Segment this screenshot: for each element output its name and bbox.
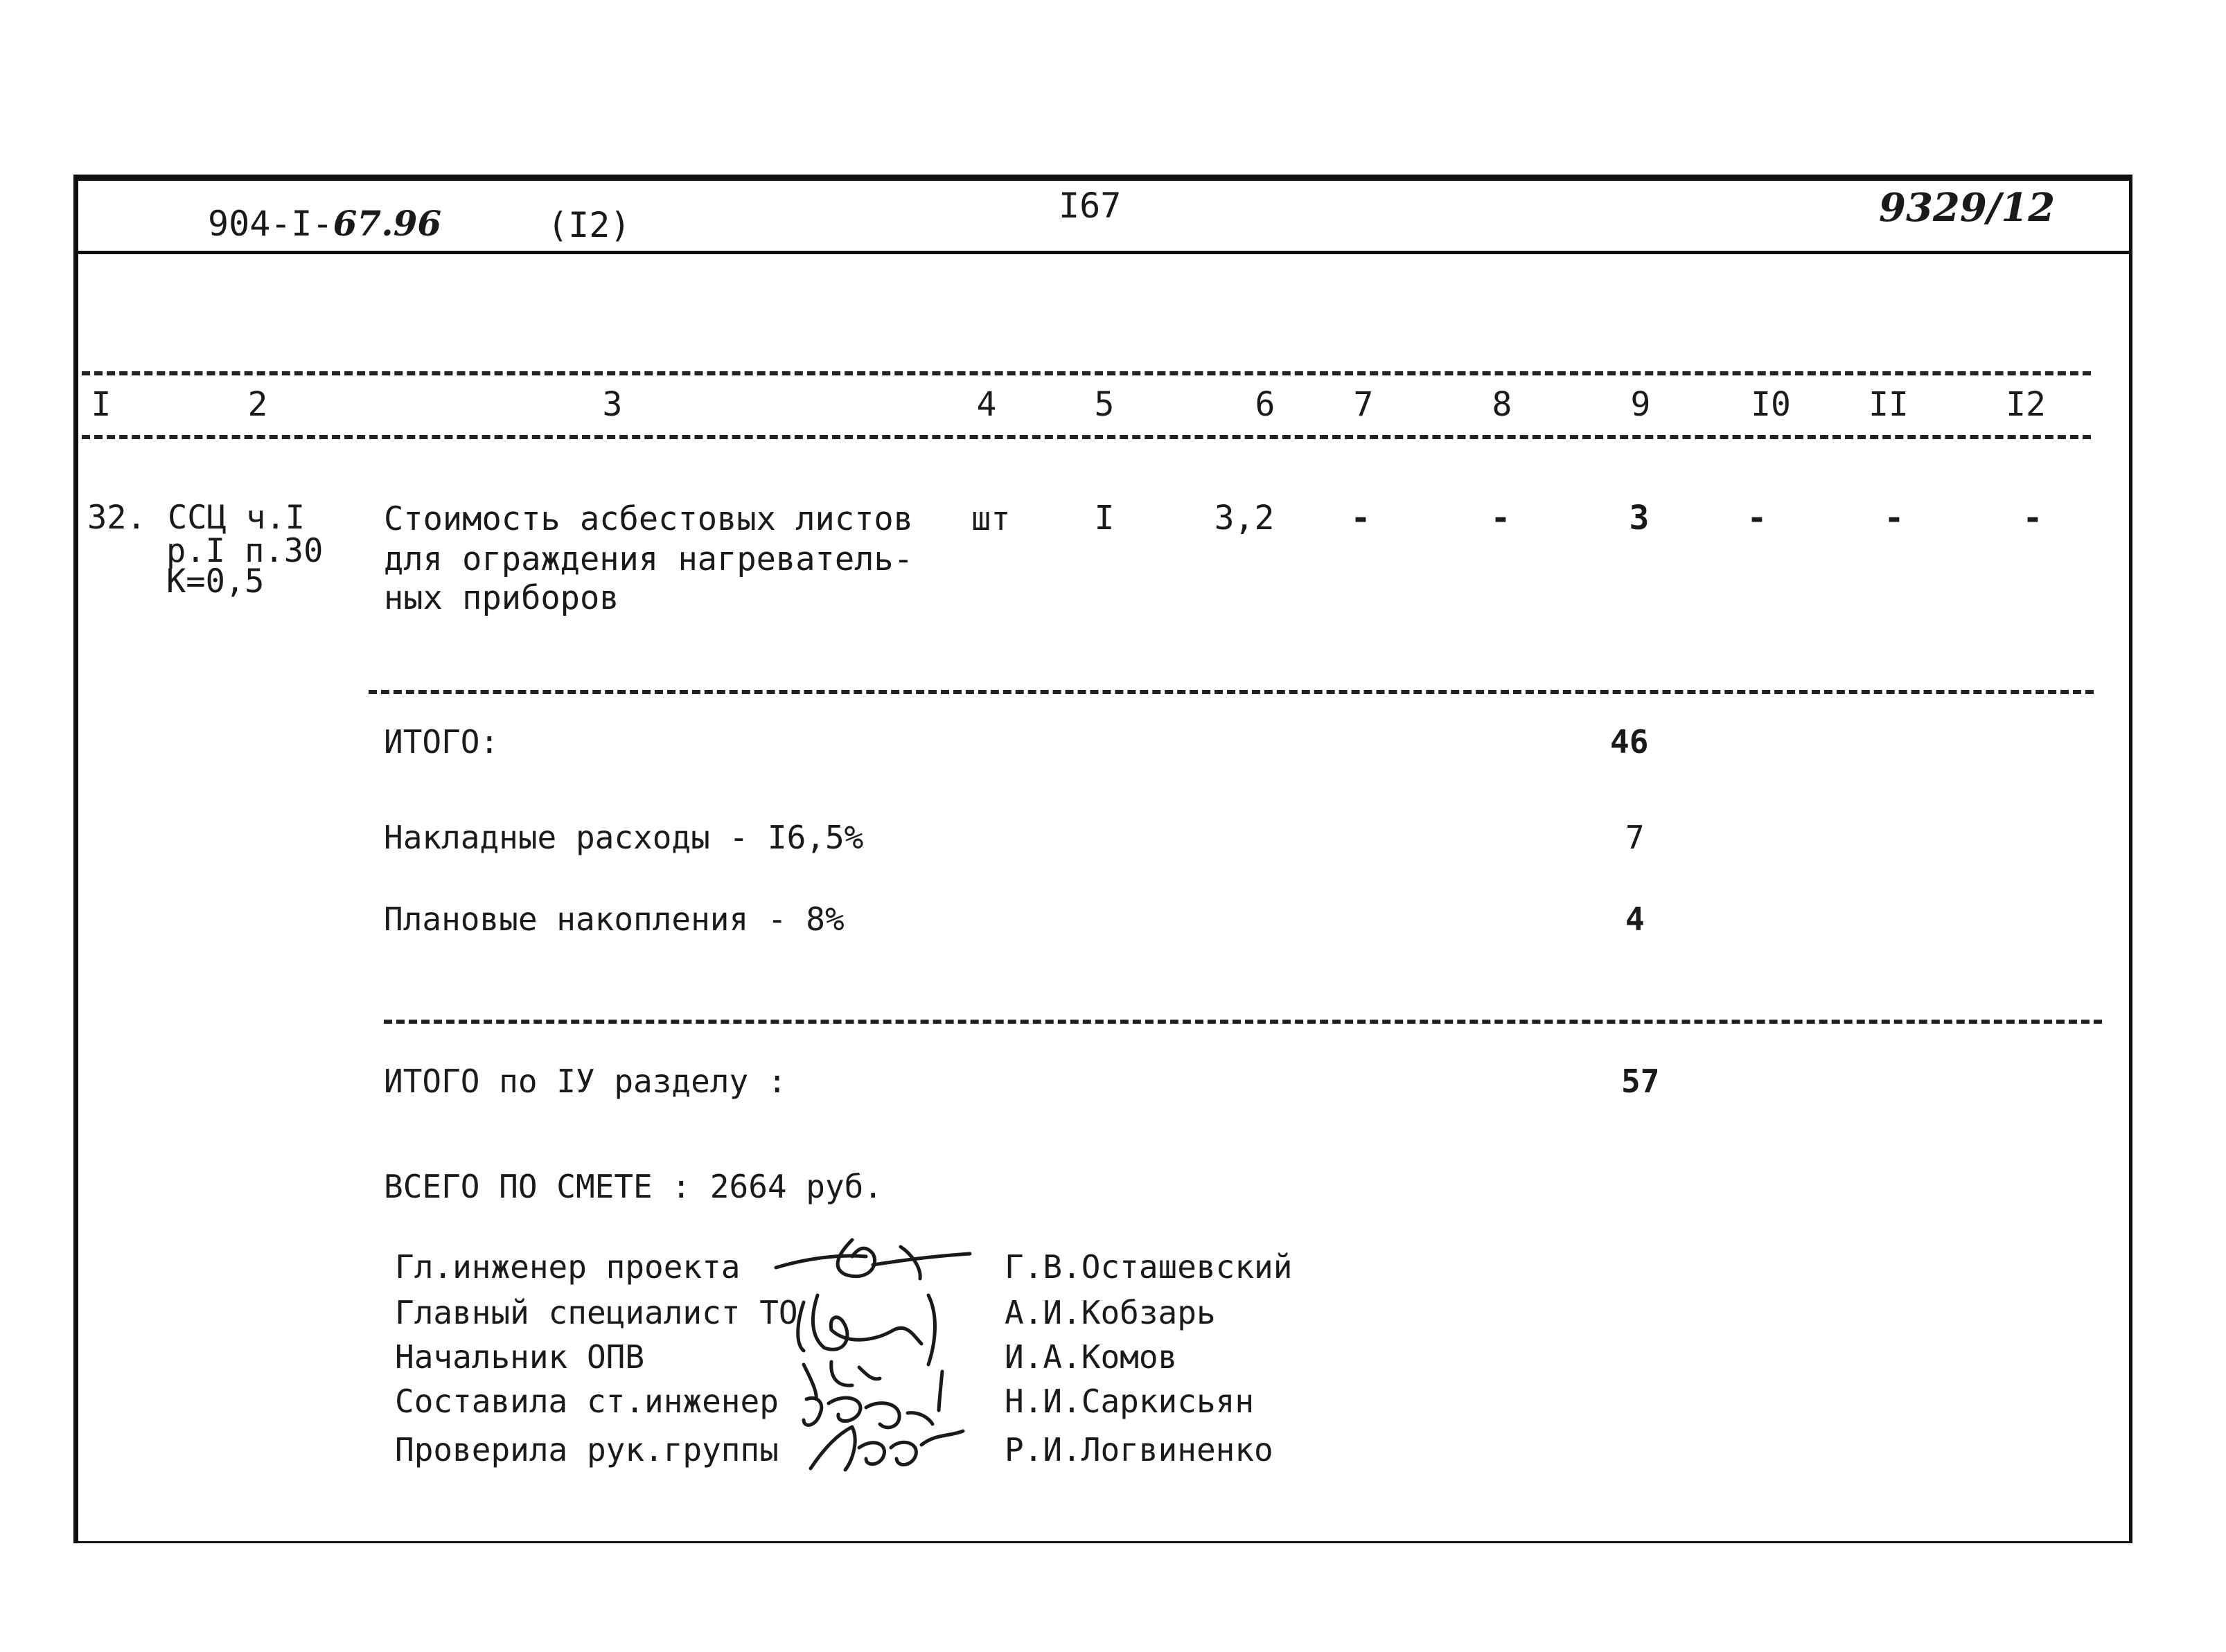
row-reference-line: р.I п.30 — [166, 532, 324, 570]
row-description-line: ных приборов — [384, 579, 619, 617]
handwritten-signatures — [762, 1226, 998, 1475]
row-description-line: Стоимость асбестовых листов — [384, 500, 914, 538]
section-total-label: ИТОГО по IУ разделу : — [384, 1063, 787, 1100]
row-price: 3,2 — [1214, 499, 1275, 538]
column-header: 6 — [1255, 385, 1275, 424]
row-unit: шт — [971, 500, 1011, 538]
column-header: I — [91, 385, 112, 424]
signer-role: Составила ст.инженер — [395, 1383, 779, 1420]
overhead-value: 7 — [1625, 819, 1645, 856]
row-col8: - — [1490, 499, 1511, 538]
row-reference-line: К=0,5 — [166, 562, 265, 601]
row-col12: - — [2022, 499, 2043, 538]
document-code-prefix: 904-I- — [208, 204, 333, 244]
row-reference-line: ССЦ ч.I — [168, 499, 306, 537]
column-header: 4 — [976, 385, 997, 424]
signer-role: Проверила рук.группы — [395, 1431, 779, 1468]
signer-name: Г.В.Осташевский — [1005, 1248, 1293, 1286]
signer-role: Гл.инженер проекта — [395, 1248, 741, 1286]
column-header: 7 — [1353, 385, 1374, 424]
signer-role: Главный специалист ТО — [395, 1294, 798, 1331]
signer-name: А.И.Кобзарь — [1005, 1294, 1216, 1331]
signer-name: Н.И.Саркисьян — [1005, 1383, 1255, 1420]
archive-number: 9329/12 — [1879, 185, 2056, 231]
document-code-handwritten: 67.96 — [333, 203, 442, 244]
signer-role: Начальник ОПВ — [395, 1338, 645, 1376]
row-number: 32. — [87, 499, 146, 537]
column-header-top-rule — [82, 371, 2091, 375]
overhead-label: Накладные расходы - I6,5% — [384, 819, 864, 856]
row-col9: 3 — [1629, 499, 1650, 538]
row-col10: - — [1747, 499, 1767, 538]
signer-name: И.А.Комов — [1005, 1338, 1178, 1376]
column-header-bottom-rule — [82, 435, 2091, 439]
column-header: 2 — [247, 385, 268, 424]
totals-top-rule — [369, 690, 2094, 694]
column-header: 8 — [1492, 385, 1512, 424]
column-header: II — [1869, 385, 1909, 424]
itogo-label: ИТОГО: — [384, 723, 500, 761]
page-number: I67 — [1059, 186, 1122, 226]
section-total-value: 57 — [1621, 1063, 1660, 1100]
column-header: 9 — [1630, 385, 1651, 424]
planned-savings-label: Плановые накопления - 8% — [384, 900, 845, 938]
column-header: I2 — [2006, 385, 2046, 424]
itogo-value: 46 — [1610, 723, 1649, 761]
row-description-line: для ограждения нагреватель- — [384, 540, 914, 578]
document-code — [208, 203, 442, 244]
grand-total: ВСЕГО ПО СМЕТЕ : 2664 руб. — [384, 1168, 883, 1205]
row-col11: - — [1884, 499, 1905, 538]
part-number: (I2) — [547, 205, 631, 245]
column-header: I0 — [1751, 385, 1791, 424]
row-quantity: I — [1094, 499, 1115, 538]
header-divider — [78, 251, 2131, 254]
planned-savings-value: 4 — [1625, 900, 1645, 938]
section-total-rule — [384, 1020, 2102, 1024]
column-header: 5 — [1094, 385, 1115, 424]
signer-name: Р.И.Логвиненко — [1005, 1431, 1273, 1468]
row-col7: - — [1350, 499, 1371, 538]
column-header: 3 — [602, 385, 623, 424]
